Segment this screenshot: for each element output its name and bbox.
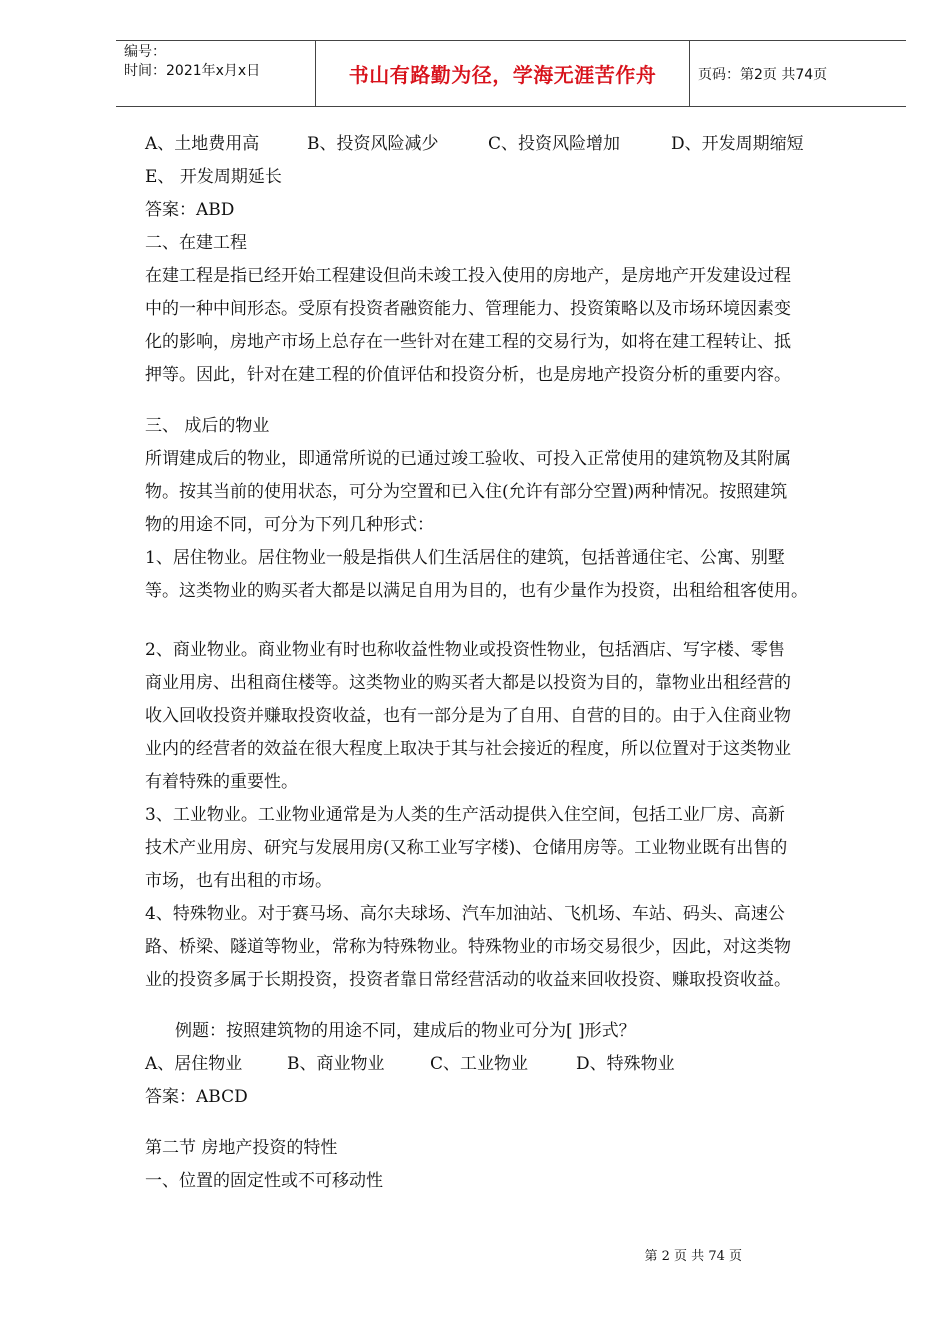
header-meta xyxy=(116,41,316,106)
page-header xyxy=(116,40,906,107)
example-option-a: A、居住物业 xyxy=(145,1054,243,1074)
q1-option-d: D、开发周期缩短 xyxy=(671,134,804,154)
paragraph-line: 技术产业用房、研究与发展用房(又称工业写字楼)、仓储用房等。工业物业既有出售的 xyxy=(145,838,788,858)
paragraph-line: 4、特殊物业。对于赛马场、高尔夫球场、汽车加油站、飞机场、车站、码头、高速公 xyxy=(145,904,785,924)
q1-option-a: A、土地费用高 xyxy=(145,134,260,154)
sub-heading: 一、位置的固定性或不可移动性 xyxy=(145,1171,383,1191)
paragraph-line: 2、商业物业。商业物业有时也称收益性物业或投资性物业，包括酒店、写字楼、零售 xyxy=(145,640,785,660)
header-motto: 书山有路勤为径，学海无涯苦作舟 xyxy=(316,41,690,106)
paragraph-line: 化的影响，房地产市场上总存在一些针对在建工程的交易行为，如将在建工程转让、抵 xyxy=(145,332,791,352)
section-title: 第二节 房地产投资的特性 xyxy=(145,1138,338,1158)
paragraph-line: 押等。因此，针对在建工程的价值评估和投资分析，也是房地产投资分析的重要内容。 xyxy=(145,365,791,385)
paragraph-line: 业的投资多属于长期投资，投资者靠日常经营活动的收益来回收投资、赚取投资收益。 xyxy=(145,970,791,990)
example-options xyxy=(145,1048,885,1081)
example-question: 例题：按照建筑物的用途不同，建成后的物业可分为[ ]形式？ xyxy=(175,1021,636,1041)
paragraph-line: 在建工程是指已经开始工程建设但尚未竣工投入使用的房地产，是房地产开发建设过程 xyxy=(145,266,791,286)
paragraph-line: 业内的经营者的效益在很大程度上取决于其与社会接近的程度，所以位置对于这类物业 xyxy=(145,739,791,759)
page-footer xyxy=(0,1245,950,1264)
paragraph-line: 等。这类物业的购买者大都是以满足自用为目的，也有少量作为投资，出租给租客使用。 xyxy=(145,581,808,601)
doc-number-label: 编号： xyxy=(124,44,166,60)
paragraph-line: 物的用途不同，可分为下列几种形式： xyxy=(145,515,434,535)
paragraph-line: 路、桥梁、隧道等物业，常称为特殊物业。特殊物业的市场交易很少，因此，对这类物 xyxy=(145,937,791,957)
q1-option-b: B、投资风险减少 xyxy=(307,134,439,154)
paragraph-line: 物。按其当前的使用状态，可分为空置和已入住(允许有部分空置)两种情况。按照建筑 xyxy=(145,482,788,502)
paragraph-line: 所谓建成后的物业，即通常所说的已通过竣工验收、可投入正常使用的建筑物及其附属 xyxy=(145,449,791,469)
q1-options xyxy=(145,128,885,161)
example-option-c: C、工业物业 xyxy=(430,1054,529,1074)
paragraph-line: 中的一种中间形态。受原有投资者融资能力、管理能力、投资策略以及市场环境因素变 xyxy=(145,299,791,319)
paragraph-line: 3、工业物业。工业物业通常是为人类的生产活动提供入住空间，包括工业厂房、高新 xyxy=(145,805,785,825)
q1-option-e: E、 开发周期延长 xyxy=(145,167,282,187)
section-heading: 三、 成后的物业 xyxy=(145,416,270,436)
header-page-info: 页码：第2页 共74页 xyxy=(698,66,828,83)
paragraph-line: 1、居住物业。居住物业一般是指供人们生活居住的建筑，包括普通住宅、公寓、别墅 xyxy=(145,548,785,568)
example-option-d: D、特殊物业 xyxy=(576,1054,675,1074)
footer-page-number: 第 2 页 共 74 页 xyxy=(644,1249,742,1264)
doc-time-label: 时间：2021年x月x日 xyxy=(124,63,261,79)
document-body xyxy=(145,128,885,1198)
q1-answer: 答案：ABD xyxy=(145,200,235,220)
paragraph-line: 收入回收投资并赚取投资收益，也有一部分是为了自用、自营的目的。由于入住商业物 xyxy=(145,706,791,726)
q1-option-c: C、投资风险增加 xyxy=(488,134,621,154)
paragraph-line: 商业用房、出租商住楼等。这类物业的购买者大都是以投资为目的，靠物业出租经营的 xyxy=(145,673,791,693)
paragraph-line: 市场，也有出租的市场。 xyxy=(145,871,332,891)
section-heading: 二、在建工程 xyxy=(145,233,247,253)
example-option-b: B、商业物业 xyxy=(287,1054,385,1074)
paragraph-line: 有着特殊的重要性。 xyxy=(145,772,298,792)
example-answer: 答案：ABCD xyxy=(145,1087,248,1107)
